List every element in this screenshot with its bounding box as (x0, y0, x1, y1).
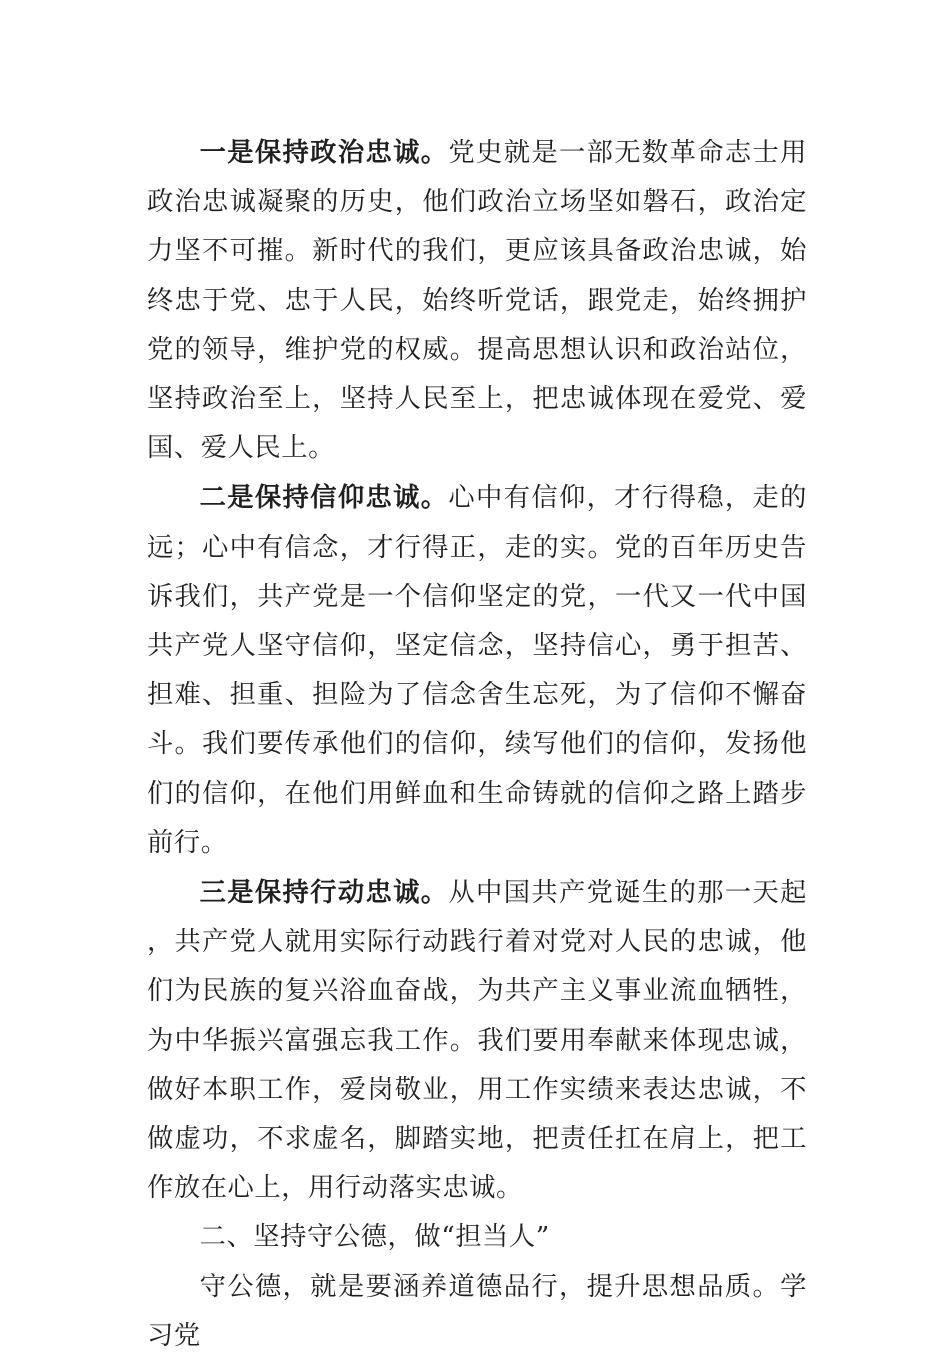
paragraph-lead: 三是保持行动忠诚。 (199, 877, 449, 909)
paragraph-lead: 二是保持信仰忠诚。 (199, 482, 449, 514)
paragraph-lead: 一是保持政治忠诚。 (199, 137, 449, 168)
document-body (147, 128, 807, 1361)
section-heading-text: 二、坚持守公德，做“担当人” (199, 1222, 550, 1253)
paragraph-text: 从中国共产党诞生的那一天起，共产党人就用实际行动践行着对党对人民的忠诚，他们为民族的复兴浴血奋战，为共产主义事业流血牺牲，为中华振兴富强忘我工作。我们要用奉献来体现忠诚，做好本职工作，爱岗敬业，用工作实绩来表达忠诚，不做虚功，不求虚名，脚踏实地，把责任扛在肩上，把工作放在心上，用行动落实忠诚。 (147, 878, 807, 1204)
paragraph-political-loyalty (147, 128, 807, 473)
paragraph-action-loyalty (147, 868, 807, 1213)
paragraph-faith-loyalty (147, 473, 807, 868)
paragraph-text: 守公德，就是要涵养道德品行，提升思想品质。学习党 (147, 1271, 807, 1351)
paragraph-text: 党史就是一部无数革命志士用政治忠诚凝聚的历史，他们政治立场坚如磐石，政治定力坚不可摧。新时代的我们，更应该具备政治忠诚，始终忠于党、忠于人民，始终听党话，跟党走，始终拥护党的领导，维护党的权威。提高思想认识和政治站位，坚持政治至上，坚持人民至上，把忠诚体现在爱党、爱国、爱人民上。 (147, 138, 807, 464)
section-heading (147, 1213, 807, 1262)
paragraph-text: 心中有信仰，才行得稳，走的远；心中有信念，才行得正，走的实。党的百年历史告诉我们，共产党是一个信仰坚定的党，一代又一代中国共产党人坚守信仰，坚定信念，坚持信心，勇于担苦、担难、担重、担险为了信念舍生忘死，为了信仰不懈奋斗。我们要传承他们的信仰，续写他们的信仰，发扬他们的信仰，在他们用鲜血和生命铸就的信仰之路上踏步前行。 (147, 483, 807, 858)
paragraph-public-morality (147, 1263, 807, 1361)
